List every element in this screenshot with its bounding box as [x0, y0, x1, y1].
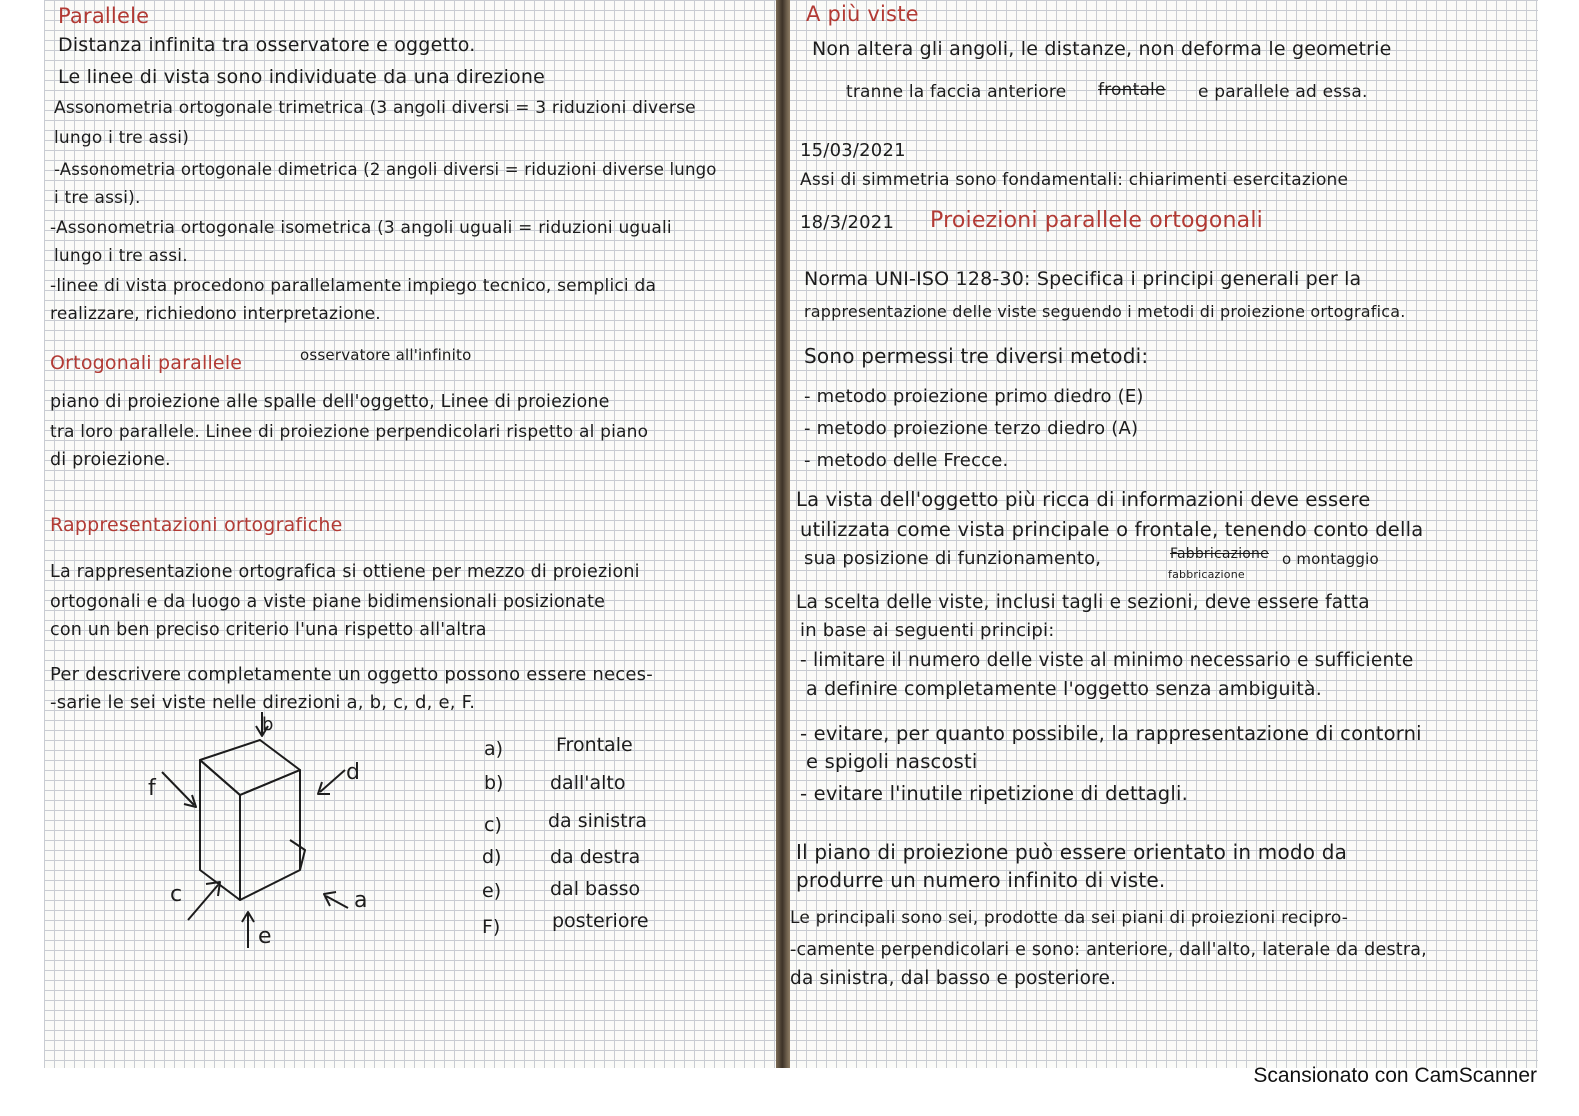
right-intro-2: tranne la faccia anteriore: [846, 82, 1067, 102]
rappresentazioni-line-2: ortogonali e da luogo a viste piane bidimensionali posizionate: [50, 592, 606, 612]
notebook-spine: [776, 0, 790, 1068]
view-name-d: da destra: [550, 846, 641, 868]
block-top-face: [200, 740, 300, 795]
six-views-figure: [140, 710, 390, 960]
view-key-f: F): [482, 916, 501, 938]
date-1: 15/03/2021: [800, 140, 906, 161]
figure-label-a: a: [354, 888, 368, 913]
figure-label-e: e: [258, 924, 272, 949]
vista-principale-end: o montaggio: [1282, 550, 1379, 568]
figure-label-d: d: [346, 760, 360, 785]
norma-line-2: rappresentazione delle viste seguendo i metodi di proiezione ortografica.: [804, 302, 1406, 321]
date-2-title: Proiezioni parallele ortogonali: [930, 208, 1263, 233]
scelta-line-1: La scelta delle viste, inclusi tagli e sezioni, deve essere fatta: [796, 592, 1370, 613]
left-line-5: -Assonometria ortogonale dimetrica (2 angoli diversi = riduzioni diverse lungo: [54, 160, 717, 179]
metodi-intro: Sono permessi tre diversi metodi:: [804, 344, 1149, 368]
section-heading-ortogonali: Ortogonali parallele: [50, 352, 243, 374]
right-intro-struck: frontale: [1098, 80, 1166, 100]
ortogonali-line-2: tra loro parallele. Linee di proiezione perpendicolari rispetto al piano: [50, 422, 649, 442]
scelta-line-3: - limitare il numero delle viste al minimo necessario e sufficiente: [800, 650, 1414, 671]
scelta-line-6: e spigoli nascosti: [806, 750, 978, 773]
ortogonali-line-3: di proiezione.: [50, 450, 171, 470]
left-line-7: -Assonometria ortogonale isometrica (3 angoli uguali = riduzioni uguali: [50, 218, 672, 238]
left-title: Parallele: [58, 4, 150, 28]
section-heading-note: osservatore all'infinito: [300, 346, 472, 364]
scelta-line-7: - evitare l'inutile ripetizione di dettagli.: [800, 782, 1188, 805]
right-intro-1: Non altera gli angoli, le distanze, non deforma le geometrie: [812, 38, 1392, 60]
section-heading-rappresentazioni: Rappresentazioni ortografiche: [50, 514, 343, 536]
rappresentazioni-line-4: Per descrivere completamente un oggetto possono essere neces-: [50, 664, 653, 685]
principali-line-1: Le principali sono sei, prodotte da sei piani di proiezioni recipro-: [790, 908, 1349, 928]
vista-principale-struck: Fabbricazione: [1170, 546, 1269, 562]
left-line-6: i tre assi).: [54, 188, 141, 208]
vista-principale-1: La vista dell'oggetto più ricca di informazioni deve essere: [796, 488, 1371, 511]
figure-label-c: c: [170, 882, 183, 907]
metodo-1: - metodo proiezione primo diedro (E): [804, 386, 1144, 407]
view-key-e: e): [482, 880, 502, 902]
block-notch: [290, 840, 305, 870]
left-line-10: realizzare, richiedono interpretazione.: [50, 304, 381, 324]
rappresentazioni-line-3: con un ben preciso criterio l'una rispetto all'altra: [50, 620, 487, 640]
left-line-1: Distanza infinita tra osservatore e oggetto.: [58, 34, 476, 56]
rappresentazioni-line-1: La rappresentazione ortografica si ottiene per mezzo di proiezioni: [50, 562, 640, 582]
left-line-3: Assonometria ortogonale trimetrica (3 angoli diversi = 3 riduzioni diverse: [54, 98, 696, 118]
view-name-a: Frontale: [556, 734, 633, 756]
date-1-note: Assi di simmetria sono fondamentali: chiarimenti esercitazione: [800, 170, 1349, 190]
metodo-3: - metodo delle Frecce.: [804, 450, 1009, 471]
view-name-b: dall'alto: [550, 772, 626, 794]
scelta-line-4: a definire completamente l'oggetto senza ambiguità.: [806, 678, 1322, 700]
arrow-c: [188, 885, 218, 920]
scelta-line-2: in base ai seguenti principi:: [800, 620, 1055, 641]
scelta-line-5: - evitare, per quanto possibile, la rappresentazione di contorni: [800, 722, 1422, 745]
view-key-a: a): [484, 738, 504, 760]
rappresentazioni-line-5: -sarie le sei viste nelle direzioni a, b, c, d, e, F.: [50, 692, 476, 713]
arrow-d: [320, 770, 345, 792]
block-right-face: [240, 770, 300, 900]
block-left-face: [200, 760, 240, 900]
left-line-4: lungo i tre assi): [54, 128, 190, 148]
left-line-2: Le linee di vista sono individuate da una direzione: [58, 66, 546, 88]
right-title: A più viste: [806, 2, 919, 26]
piano-line-2: produrre un numero infinito di viste.: [796, 868, 1166, 892]
view-key-c: c): [484, 814, 502, 836]
metodo-2: - metodo proiezione terzo diedro (A): [804, 418, 1139, 439]
principali-line-3: da sinistra, dal basso e posteriore.: [790, 968, 1117, 989]
vista-principale-2: utilizzata come vista principale o frontale, tenendo conto della: [800, 518, 1424, 541]
view-key-b: b): [484, 772, 504, 794]
arrow-f: [162, 772, 194, 805]
figure-label-f: f: [148, 776, 156, 801]
view-name-f: posteriore: [552, 910, 649, 932]
date-2: 18/3/2021: [800, 212, 895, 233]
figure-label-b: b: [262, 714, 274, 735]
view-name-c: da sinistra: [548, 810, 648, 832]
vista-principale-small: fabbricazione: [1168, 568, 1245, 581]
view-key-d: d): [482, 846, 502, 868]
norma-line-1: Norma UNI-ISO 128-30: Specifica i principi generali per la: [804, 268, 1362, 290]
principali-line-2: -camente perpendicolari e sono: anteriore, dall'alto, laterale da destra,: [790, 940, 1427, 960]
right-intro-end: e parallele ad essa.: [1198, 82, 1368, 102]
left-line-9: -linee di vista procedono parallelamente impiego tecnico, semplici da: [50, 276, 657, 296]
piano-line-1: Il piano di proiezione può essere orientato in modo da: [796, 840, 1348, 864]
left-line-8: lungo i tre assi.: [54, 246, 188, 266]
ortogonali-line-1: piano di proiezione alle spalle dell'oggetto, Linee di proiezione: [50, 392, 610, 412]
view-name-e: dal basso: [550, 878, 641, 900]
vista-principale-3: sua posizione di funzionamento,: [804, 548, 1102, 569]
scanner-watermark: Scansionato con CamScanner: [1253, 1064, 1537, 1087]
